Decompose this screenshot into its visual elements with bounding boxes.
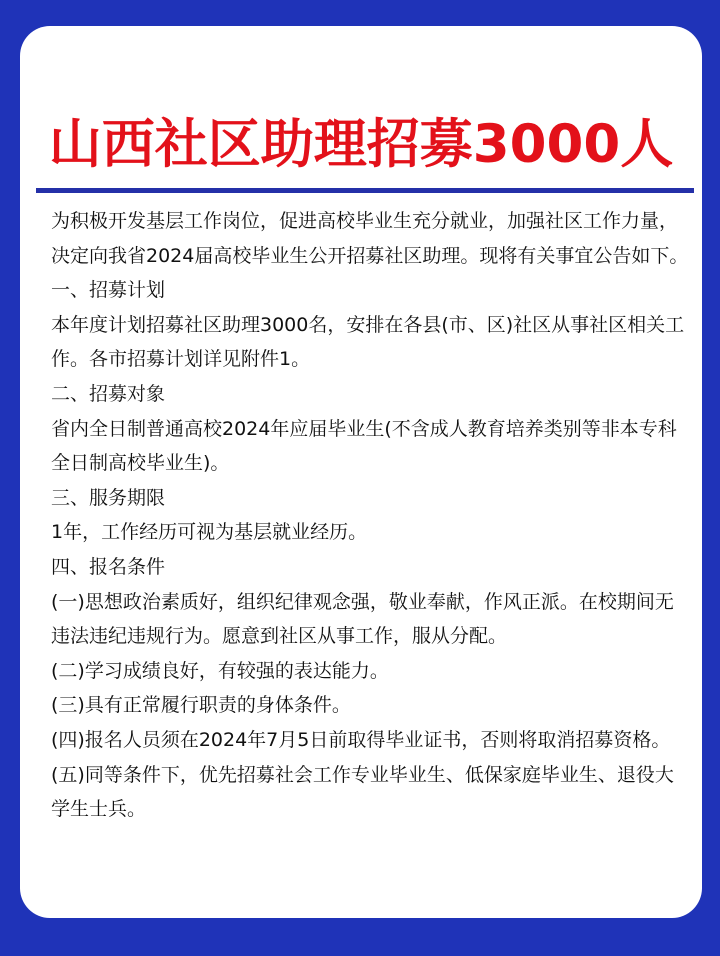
condition-item-1: (一)思想政治素质好，组织纪律观念强，敬业奉献，作风正派。在校期间无违法违纪违规行为。愿意到社区从事工作，服从分配。 — [51, 590, 674, 648]
plan-paragraph: 本年度计划招募社区助理3000名，安排在各县(市、区)社区从事社区相关工作。各市招募计划详见附件1。 — [51, 313, 685, 371]
notice-card — [20, 26, 702, 918]
title-divider — [36, 188, 694, 193]
section-heading-target: 二、招募对象 — [51, 382, 166, 405]
term-paragraph: 1年，工作经历可视为基层就业经历。 — [51, 521, 368, 544]
section-heading-term: 三、服务期限 — [51, 486, 166, 509]
section-heading-conditions: 四、报名条件 — [51, 555, 166, 578]
notice-body — [51, 204, 691, 827]
condition-item-5: (五)同等条件下，优先招募社会工作专业毕业生、低保家庭毕业生、退役大学生士兵。 — [51, 763, 674, 821]
target-paragraph: 省内全日制普通高校2024年应届毕业生(不含成人教育培养类别等非本专科全日制高校毕业生)。 — [51, 417, 677, 475]
page-title: 山西社区助理招募3000人 — [48, 114, 674, 175]
condition-item-3: (三)具有正常履行职责的身体条件。 — [51, 694, 351, 717]
section-heading-plan: 一、招募计划 — [51, 279, 166, 302]
intro-paragraph: 为积极开发基层工作岗位，促进高校毕业生充分就业，加强社区工作力量，决定向我省2024届高校毕业生公开招募社区助理。现将有关事宜公告如下。 — [51, 210, 689, 267]
condition-item-2: (二)学习成绩良好，有较强的表达能力。 — [51, 659, 389, 682]
condition-item-4: (四)报名人员须在2024年7月5日前取得毕业证书，否则将取消招募资格。 — [51, 728, 671, 751]
